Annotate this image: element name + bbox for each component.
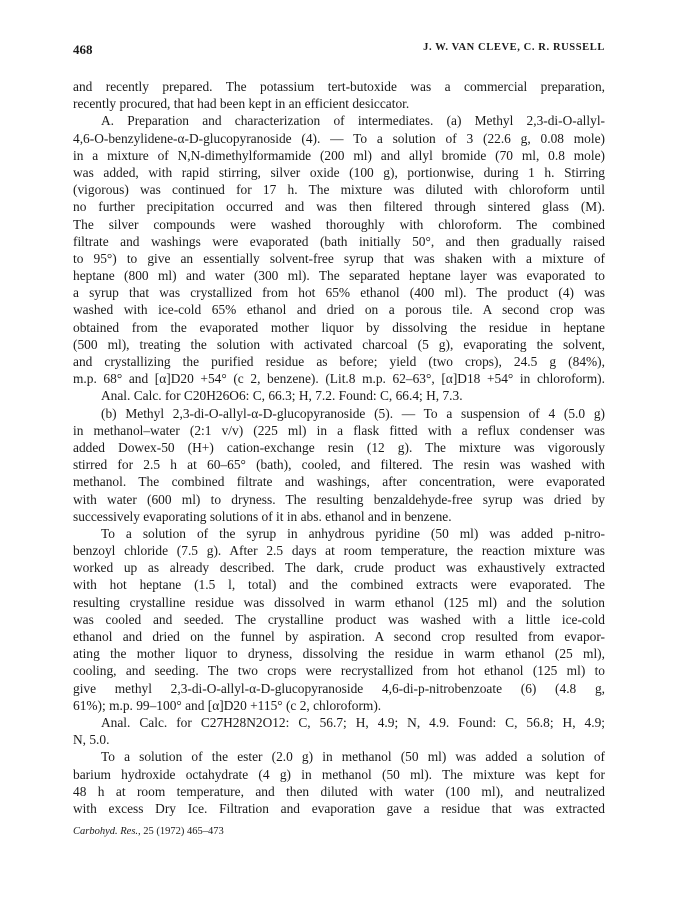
text-line: with water (600 ml) to dryness. The resulting benzaldehyde-free syrup was dried by <box>73 491 605 507</box>
text-line: no further precipitation occurred and was then filtered through sintered glass (M). <box>73 199 605 215</box>
text-line: and crystallizing the purified residue as before; yield (two crops), 24.5 g (84%), <box>73 354 605 369</box>
text-line: was cooled and seeded. The crystalline product was washed with a little ice-cold <box>73 611 605 627</box>
text-line: A. Preparation and characterization of intermediates. (a) Methyl 2,3-di-O-allyl- <box>101 113 605 129</box>
text-line: Anal. Calc. for C27H28N2O12: C, 56.7; H, 4.9; N, 4.9. Found: C, 56.8; H, 4.9; <box>101 714 605 730</box>
text-line: ethanol and dried on the funnel by aspiration. A second crop resulted from evapor- <box>73 629 605 644</box>
journal-name: Carbohyd. Res., <box>73 826 141 837</box>
text-line: 61%); m.p. 99–100° and [α]D20 +115° (c 2, chloroform). <box>73 697 382 713</box>
text-line: resulting crystalline residue was dissolved in warm ethanol (125 ml) and the solution <box>73 594 605 610</box>
text-line: in methanol–water (2:1 v/v) (225 ml) in a flask fitted with a reflux condenser was <box>73 422 605 438</box>
running-head: J. W. VAN CLEVE, C. R. RUSSELL <box>423 42 605 53</box>
text-line: The silver compounds were washed thoroughly with chloroform. The combined <box>73 216 605 232</box>
text-line: was added, with rapid stirring, silver oxide (100 g), portionwise, during 1 h. Stirring <box>73 164 605 180</box>
text-line: barium hydroxide octahydrate (4 g) in methanol (50 ml). The mixture was kept for <box>73 766 605 782</box>
text-line: stirred for 2.5 h at 60–65° (bath), cooled, and filtered. The resin was washed with <box>73 457 605 473</box>
text-line: benzoyl chloride (7.5 g). After 2.5 days at room temperature, the reaction mixture was <box>73 543 605 559</box>
page-number: 468 <box>73 42 93 57</box>
text-line: worked up as already described. The dark, crude product was exhaustively extracted <box>73 560 605 576</box>
text-line: heptane (800 ml) and water (300 ml). The separated heptane layer was evaporated to <box>73 268 605 284</box>
text-line: N, 5.0. <box>73 732 110 748</box>
text-line: m.p. 68° and [α]D20 +54° (c 2, benzene). (Lit.8 m.p. 62–63°, [α]D18 +54° in chloroform). <box>73 371 605 387</box>
text-line: filtrate and washings were evaporated (bath initially 50°, and then gradually raised <box>73 233 605 249</box>
text-line: a syrup that was crystallized from hot 65% ethanol (400 ml). The product (4) was <box>73 285 605 301</box>
text-line: cooling, and seeding. The two crops were recrystallized from hot ethanol (125 ml) to <box>73 663 605 679</box>
text-line: (500 ml), treating the solution with activated charcoal (5 g), evaporating the solvent, <box>73 336 605 352</box>
text-line: (b) Methyl 2,3-di-O-allyl-α-D-glucopyranoside (5). — To a suspension of 4 (5.0 g) <box>101 405 605 421</box>
journal-volume: 25 (1972) 465–473 <box>143 826 224 837</box>
text-line: give methyl 2,3-di-O-allyl-α-D-glucopyranoside 4,6-di-p-nitrobenzoate (6) (4.8 g, <box>73 680 605 696</box>
text-line: 4,6-O-benzylidene-α-D-glucopyranoside (4). — To a solution of 3 (22.6 g, 0.08 mole) <box>73 130 605 146</box>
text-line: obtained from the evaporated mother liquor by dissolving the residue in heptane <box>73 319 605 335</box>
text-line: with excess Dry Ice. Filtration and evaporation gave a residue that was extracted <box>73 800 605 816</box>
text-line: added Dowex-50 (H+) cation-exchange resin (12 g). The mixture was vigorously <box>73 439 605 455</box>
page-footer <box>73 826 224 837</box>
text-line: in a mixture of N,N-dimethylformamide (200 ml) and allyl bromide (70 ml, 0.8 mole) <box>73 147 605 163</box>
page-header <box>73 42 605 62</box>
text-line: Anal. Calc. for C20H26O6: C, 66.3; H, 7.2. Found: C, 66.4; H, 7.3. <box>101 388 463 404</box>
text-line: successively evaporating solutions of it in abs. ethanol and in benzene. <box>73 508 452 524</box>
text-line: (vigorous) was continued for 17 h. The mixture was diluted with chloroform until <box>73 182 605 198</box>
text-line: washed with ice-cold 65% ethanol and dried on a porous tile. A second crop was <box>73 302 605 318</box>
text-line: To a solution of the ester (2.0 g) in methanol (50 ml) was added a solution of <box>101 749 605 765</box>
text-line: methanol. The combined filtrate and washings, after concentration, were evaporated <box>73 474 605 490</box>
text-line: with hot heptane (1.5 l, total) and the combined extracts were evaporated. The <box>73 577 605 593</box>
text-line: and recently prepared. The potassium tert-butoxide was a commercial preparation, <box>73 79 605 94</box>
text-line: ating the mother liquor to dryness, dissolving the residue in warm ethanol (25 ml), <box>73 646 605 662</box>
text-line: To a solution of the syrup in anhydrous pyridine (50 ml) was added p-nitro- <box>101 525 605 541</box>
text-line: 48 h at room temperature, and then diluted with water (100 ml), and neutralized <box>73 783 605 799</box>
body-text <box>73 78 605 817</box>
text-line: recently procured, that had been kept in an efficient desiccator. <box>73 96 410 112</box>
text-line: to 95°) to give an essentially solvent-free syrup that was shaken with a mixture of <box>73 250 605 266</box>
